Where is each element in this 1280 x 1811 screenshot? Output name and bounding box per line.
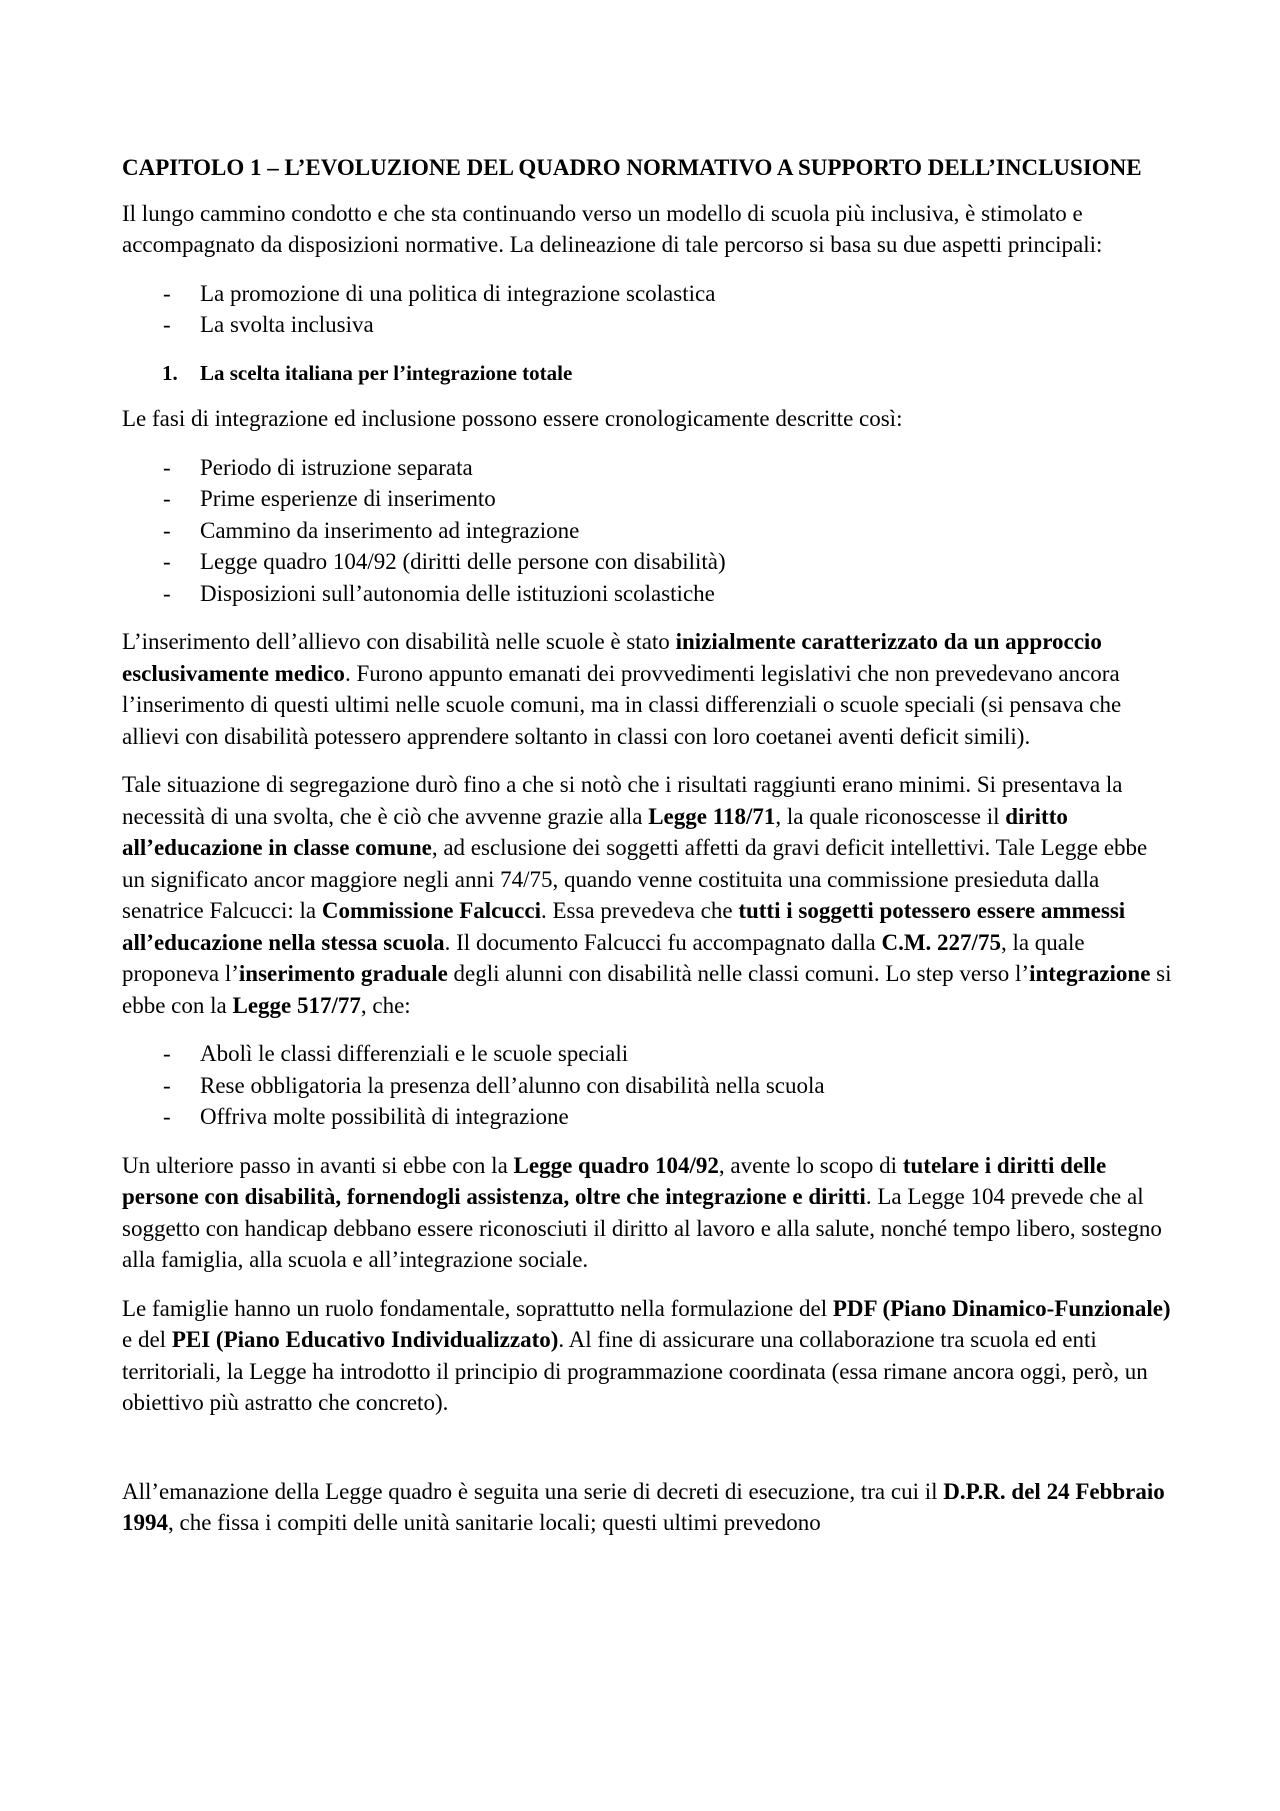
text-run: Un ulteriore passo in avanti si ebbe con la	[122, 1152, 514, 1178]
text-run: si ebbe con la	[122, 961, 1172, 1018]
list-item-text: Abolì le classi differenziali e le scuole speciali	[200, 1041, 629, 1066]
text-run: . Il documento Falcucci fu accompagnato dalla	[444, 929, 882, 955]
list-item-text: La svolta inclusiva	[200, 312, 374, 337]
bold-run: D.P.R. del 24 Febbraio 1994	[122, 1478, 1165, 1535]
text-run: All’emanazione della Legge quadro è seguita una serie di decreti di esecuzione, tra cui il	[122, 1478, 944, 1504]
text-run: . Furono appunto emanati dei provvedimenti legislativi che non prevedevano ancora l’inserimento di questi ultimi nelle scuole comuni, ma in classi differenziali o scuole speciali (si pensava che allievi con disabilità potessero apprendere soltanto in classi con loro coetanei aventi deficit simili).	[122, 660, 1122, 749]
text-run: L’inserimento dell’allievo con disabilità nelle scuole è stato	[122, 629, 676, 654]
list-item	[122, 483, 1172, 515]
bold-run: tutelare i diritti delle persone con disabilità, fornendogli assistenza, oltre che integrazione e diritti	[122, 1152, 1107, 1209]
section-heading	[122, 358, 1172, 390]
dpr-paragraph	[122, 1476, 1172, 1539]
intro-paragraph: Il lungo cammino condotto e che sta continuando verso un modello di scuola più inclusiva, è stimolato e accompagnato da disposizioni normative. La delineazione di tale percorso si basa su due aspetti principali:	[122, 200, 1103, 257]
segregazione-paragraph	[122, 769, 1172, 1021]
dash-marker: -	[163, 454, 171, 480]
dash-marker: -	[163, 517, 171, 543]
list-item-text: Offriva molte possibilità di integrazione	[200, 1104, 569, 1129]
list-item-text: Cammino da inserimento ad integrazione	[200, 517, 580, 543]
legge104-paragraph	[122, 1150, 1172, 1276]
dash-marker: -	[163, 486, 171, 511]
list-item	[122, 278, 1172, 310]
text-run: . Al fine di assicurare una collaborazione tra scuola ed enti territoriali, la Legge ha introdotto il principio di programmazione coordinata (essa rimane ancora oggi, però, un obiettivo più astratto che concreto).	[122, 1327, 1148, 1415]
bold-run: diritto all’educazione in classe comune	[122, 803, 1068, 860]
text-run: . Essa prevedeva che	[540, 898, 739, 923]
list-item-text: La promozione di una politica di integrazione scolastica	[200, 280, 716, 306]
list-item-text: Disposizioni sull’autonomia delle istituzioni scolastiche	[200, 580, 715, 606]
phases-list	[122, 452, 1172, 610]
list-item	[122, 546, 1172, 578]
text-run: , che fissa i compiti delle unità sanitarie locali; questi ultimi prevedono	[168, 1510, 821, 1535]
list-item	[122, 452, 1172, 484]
text-run: , che:	[360, 992, 411, 1018]
list-item	[122, 1101, 1172, 1133]
text-run: , ad esclusione dei soggetti affetti da gravi deficit intellettivi. Tale Legge ebbe un significato ancor maggiore negli anni 74/75, quando venne costituita una commissione presieduta dalla senatrice Falcucci: la	[122, 835, 1148, 923]
bold-run: inizialmente caratterizzato da un approccio esclusivamente medico	[122, 629, 1102, 686]
bold-run: Legge 118/71	[648, 803, 776, 829]
list-item	[122, 1070, 1172, 1102]
document-body	[122, 152, 1172, 1556]
text-run: . La Legge 104 prevede che al soggetto con handicap debbano essere riconosciuti il diritto al lavoro e alla salute, nonché tempo libero, sostegno alla famiglia, alla scuola e all’integrazione sociale.	[122, 1184, 1162, 1272]
bold-run: inserimento graduale	[238, 961, 448, 986]
famiglie-paragraph	[122, 1293, 1172, 1419]
text-run: , la quale proponeva l’	[122, 929, 1085, 986]
paragraph-spacer	[122, 1436, 1172, 1476]
bold-run: Commissione Falcucci	[321, 898, 541, 923]
list-item	[122, 1038, 1172, 1070]
list-item	[122, 309, 1172, 341]
dash-marker: -	[163, 580, 171, 606]
inserimento-paragraph	[122, 626, 1172, 752]
chapter-title: CAPITOLO 1 – L’EVOLUZIONE DEL QUADRO NORMATIVO A SUPPORTO DELL’INCLUSIONE	[122, 155, 1142, 180]
phases-intro-paragraph: Le fasi di integrazione ed inclusione possono essere cronologicamente descritte così:	[122, 406, 903, 431]
list-item	[122, 578, 1172, 610]
text-run: degli alunni con disabilità nelle classi comuni. Lo step verso l’	[447, 961, 1030, 986]
list-item-text: Rese obbligatoria la presenza dell’alunno con disabilità nella scuola	[200, 1072, 825, 1098]
text-run: Tale situazione di segregazione durò fino a che si notò che i risultati raggiunti erano minimi. Si presentava la necessità di una svolta, che è ciò che avvenne grazie alla	[122, 772, 1123, 829]
list-item	[122, 515, 1172, 547]
list-item-text: Prime esperienze di inserimento	[200, 486, 496, 511]
bold-run: tutti i soggetti potessero essere ammessi all’educazione nella stessa scuola	[122, 898, 1126, 955]
dash-marker: -	[163, 312, 171, 337]
bold-run: Legge quadro 104/92	[513, 1152, 719, 1178]
dash-marker: -	[163, 1072, 171, 1098]
list-item-text: Legge quadro 104/92 (diritti delle persone con disabilità)	[200, 549, 726, 574]
dash-marker: -	[163, 1041, 171, 1066]
law517-list	[122, 1038, 1172, 1133]
section-number: 1.	[162, 360, 178, 385]
text-run: Le famiglie hanno un ruolo fondamentale, soprattutto nella formulazione del	[122, 1295, 833, 1321]
bold-run: C.M. 227/75	[881, 929, 1001, 955]
bold-run: PEI (Piano Educativo Individualizzato)	[171, 1327, 559, 1352]
list-item-text: Periodo di istruzione separata	[200, 454, 473, 480]
bold-run: PDF (Piano Dinamico-Funzionale)	[832, 1295, 1171, 1321]
section-title: La scelta italiana per l’integrazione totale	[200, 360, 573, 385]
text-run: , la quale riconoscesse il	[775, 803, 1006, 829]
aspects-list	[122, 278, 1172, 341]
dash-marker: -	[163, 280, 171, 306]
dash-marker: -	[163, 549, 171, 574]
dash-marker: -	[163, 1104, 171, 1129]
text-run: , avente lo scopo di	[718, 1152, 903, 1178]
text-run: e del	[122, 1327, 172, 1352]
bold-run: integrazione	[1029, 961, 1151, 986]
bold-run: Legge 517/77	[232, 992, 361, 1018]
